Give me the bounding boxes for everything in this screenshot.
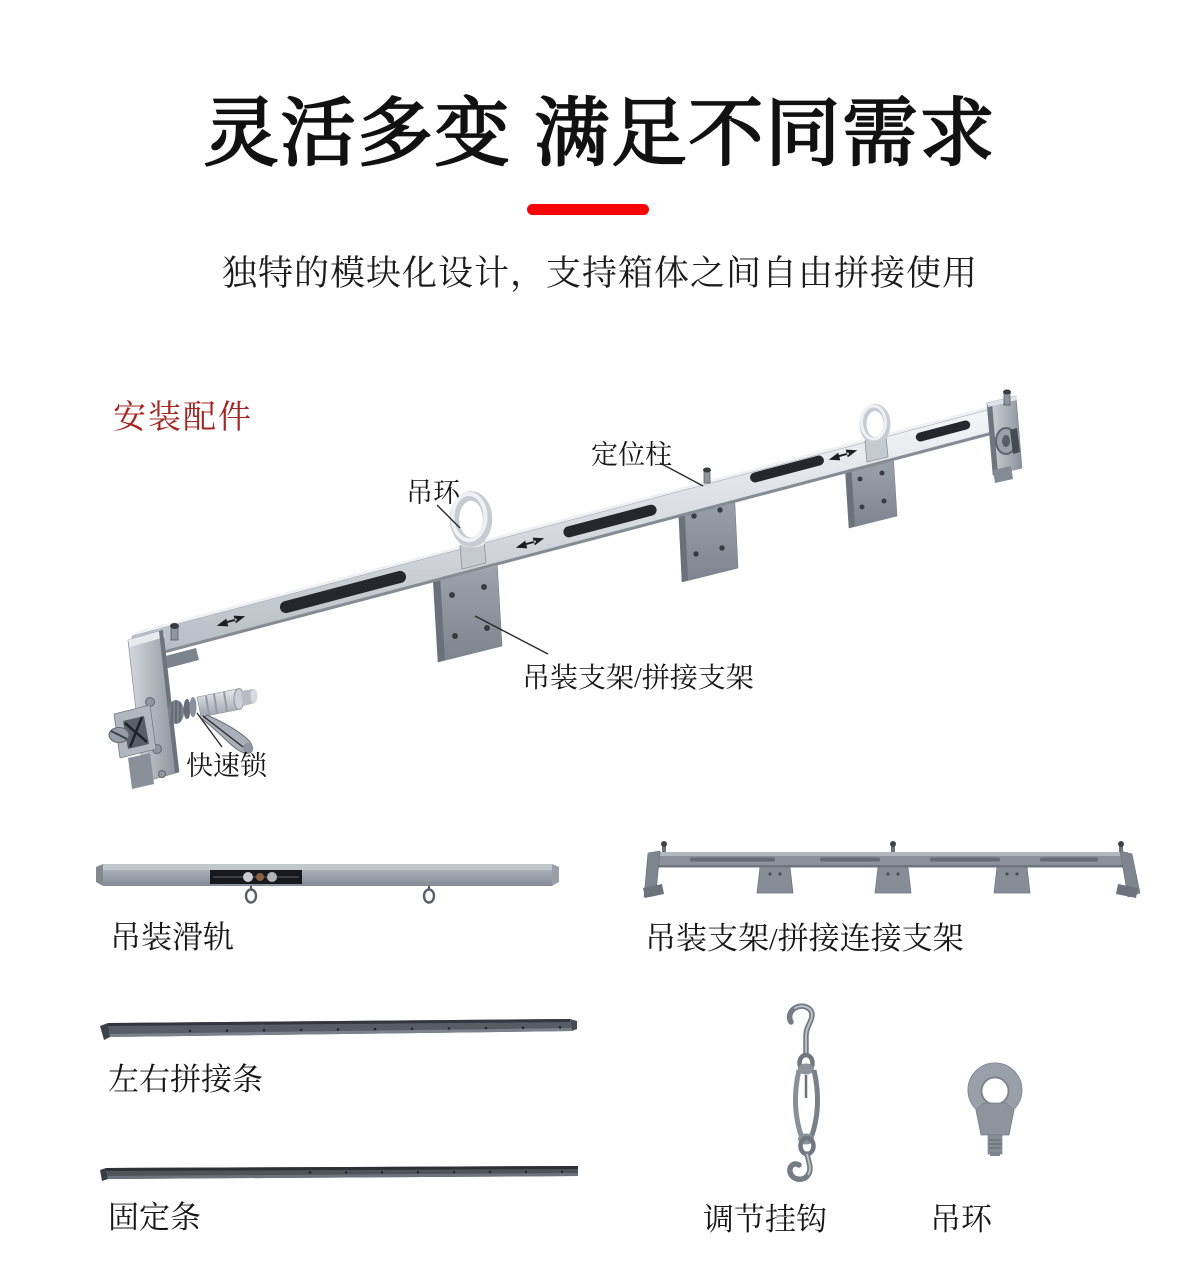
- bracket-bar-image: [640, 838, 1140, 902]
- accent-underline: [527, 204, 649, 215]
- mounting-assembly-illustration: [100, 388, 1040, 800]
- callout-bracket: 吊装支架/拼接支架: [522, 663, 754, 694]
- label-lifting-ring: 吊环: [930, 1202, 992, 1237]
- label-adjusting-hook: 调节挂钩: [703, 1202, 827, 1237]
- fixing-strip-image: [98, 1158, 584, 1186]
- right-end-bracket: [987, 396, 1022, 483]
- page-title: 灵活多变 满足不同需求: [203, 91, 997, 175]
- lifting-ring-image: [956, 1058, 1036, 1160]
- bracket-bar-plates: [757, 867, 1030, 893]
- section-label: 安装配件: [113, 398, 253, 435]
- callout-lifting-ring: 吊环: [406, 478, 460, 508]
- page-subtitle: 独特的模块化设计，支持箱体之间自由拼接使用: [221, 254, 978, 293]
- label-bracket-bar: 吊装支架/拼接连接支架: [645, 921, 964, 956]
- adjusting-hook-image: [768, 1002, 842, 1188]
- bracket-bar-pins: [661, 841, 1124, 853]
- label-slide-rail: 吊装滑轨: [110, 920, 234, 955]
- callout-positioning-post: 定位柱: [591, 440, 672, 470]
- slide-rail-image: [95, 855, 565, 913]
- label-fixing-strip: 固定条: [108, 1200, 201, 1235]
- label-splice-strip: 左右拼接条: [108, 1062, 263, 1097]
- callout-quick-lock: 快速锁: [186, 751, 267, 781]
- splice-strip-image: [98, 1014, 580, 1046]
